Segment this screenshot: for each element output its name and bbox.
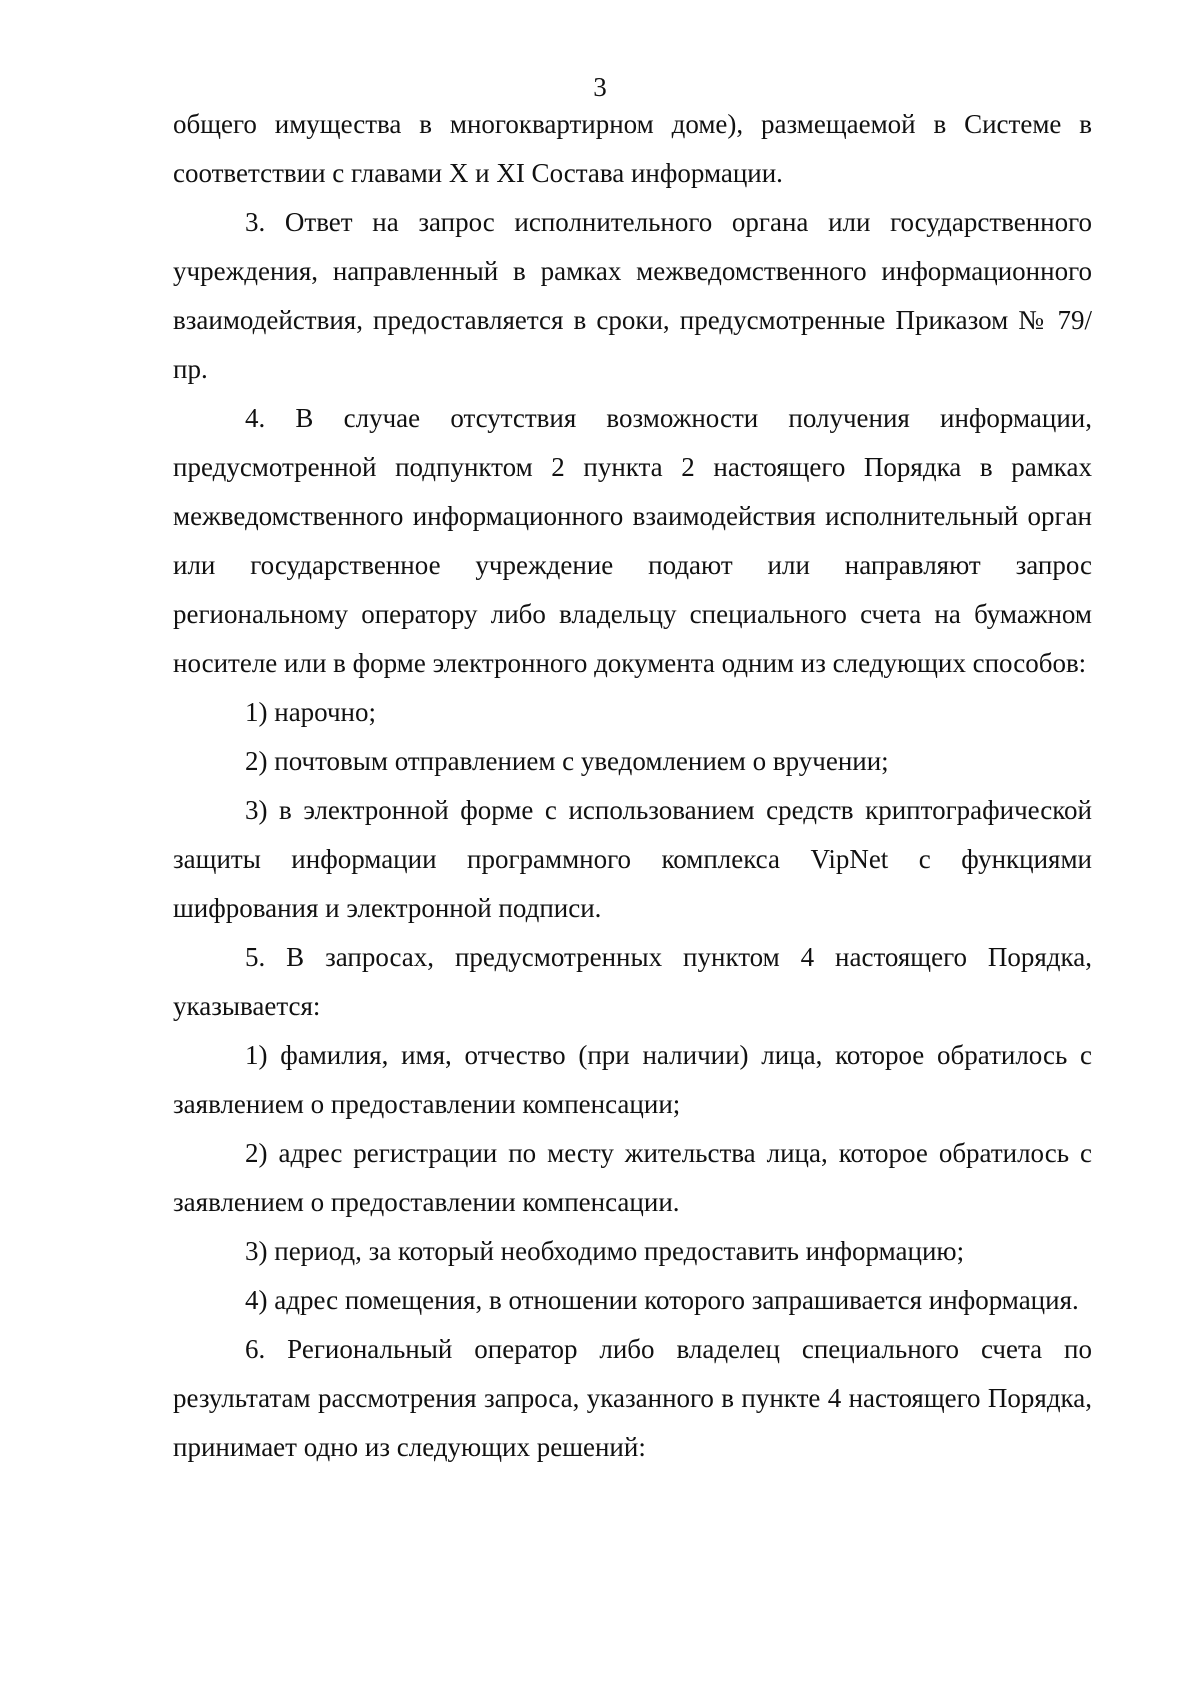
paragraph-continuation: общего имущества в многоквартирном доме), размещаемой в Системе в соответствии с главами X и XI Состава информации. — [173, 109, 1092, 188]
subitem-5-1: 1) фамилия, имя, отчество (при наличии) лица, которое обратилось с заявлением о предоставлении компенсации; — [173, 1040, 1092, 1119]
subitem-4-2: 2) почтовым отправлением с уведомлением о вручении; — [245, 746, 889, 776]
document-body — [173, 100, 1092, 1472]
page-number: 3 — [593, 72, 607, 102]
paragraph-item-5: 5. В запросах, предусмотренных пунктом 4 настоящего Порядка, указывается: — [173, 942, 1092, 1021]
subitem-4-1: 1) нарочно; — [245, 697, 377, 727]
subitem-5-2: 2) адрес регистрации по месту жительства лица, которое обратилось с заявлением о предоставлении компенсации. — [173, 1138, 1092, 1217]
subitem-5-3: 3) период, за который необходимо предоставить информацию; — [245, 1236, 965, 1266]
paragraph-item-6: 6. Региональный оператор либо владелец специального счета по результатам рассмотрения запроса, указанного в пункте 4 настоящего Порядка, принимает одно из следующих решений: — [173, 1334, 1092, 1462]
subitem-5-4: 4) адрес помещения, в отношении которого запрашивается информация. — [245, 1285, 1079, 1315]
paragraph-item-3: 3. Ответ на запрос исполнительного органа или государственного учреждения, направленный в рамках межведомственного информационного взаимодействия, предоставляется в сроки, предусмотренные Приказом № 79/пр. — [173, 207, 1092, 384]
paragraph-item-4: 4. В случае отсутствия возможности получения информации, предусмотренной подпунктом 2 пункта 2 настоящего Порядка в рамках межведомственного информационного взаимодействия исполнительный орган или государственное учреждение подают или направляют запрос региональному оператору либо владельцу специального счета на бумажном носителе или в форме электронного документа одним из следующих способов: — [173, 403, 1092, 678]
subitem-4-3: 3) в электронной форме с использованием средств криптографической защиты информации программного комплекса VipNet с функциями шифрования и электронной подписи. — [173, 795, 1092, 923]
